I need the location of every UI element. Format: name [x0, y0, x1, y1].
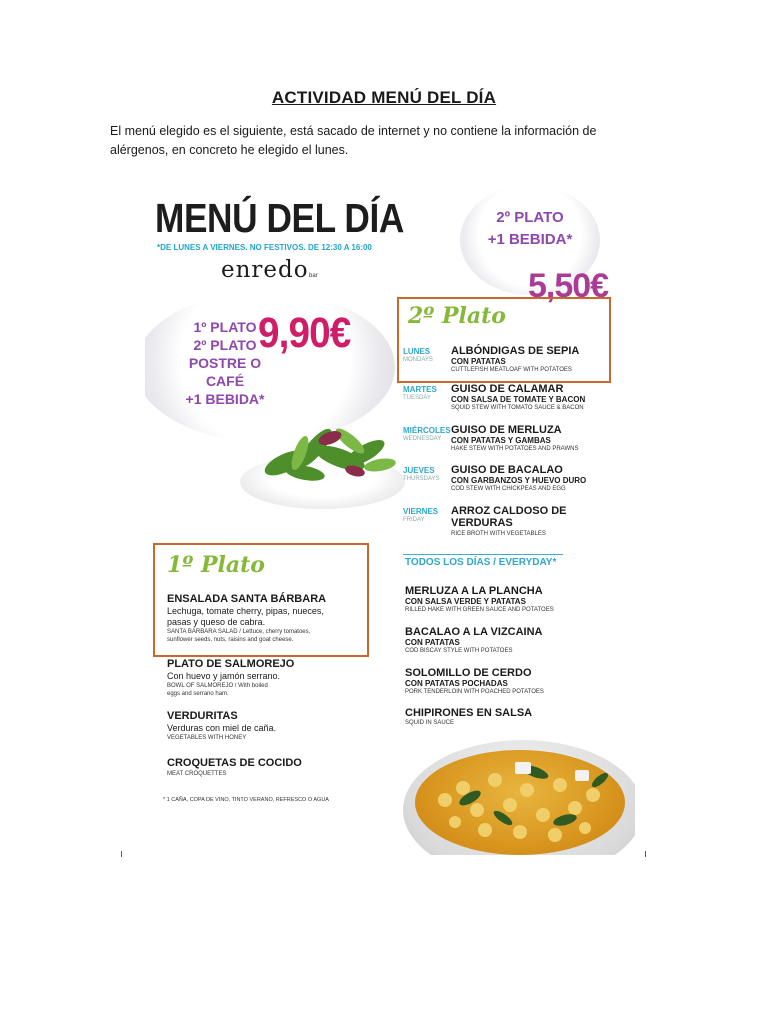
- item-en: SQUID IN SAUCE: [405, 720, 455, 726]
- item-name: ENSALADA SANTA BÁRBARA: [167, 593, 327, 605]
- item-name: MERLUZA A LA PLANCHA: [405, 585, 543, 597]
- document-title: ACTIVIDAD MENÚ DEL DÍA: [271, 88, 497, 107]
- dish-name: ALBÓNDIGAS DE SEPIA: [451, 345, 580, 357]
- dish-sub: CON GARBANZOS Y HUEVO DURO: [451, 476, 587, 485]
- deal-short-line-1: 2º PLATO: [496, 209, 564, 226]
- dish-name: GUISO DE MERLUZA: [451, 424, 562, 436]
- everyday-header: TODOS LOS DÍAS / EVERYDAY*: [405, 557, 557, 568]
- deal-full-line-2: 2º PLATO: [193, 337, 257, 353]
- dish-name: GUISO DE CALAMAR: [451, 383, 564, 395]
- brand-suffix: bar: [309, 273, 318, 279]
- dish-en: CUTTLEFISH MEATLOAF WITH POTATOES: [451, 367, 572, 373]
- dish-en: HAKE STEW WITH POTATOES AND PRAWNS: [451, 446, 579, 452]
- first-course-item: [167, 757, 382, 778]
- salad-illustration: [245, 403, 405, 503]
- intro-line-1: El menú elegido es el siguiente, está sacado de internet y no contiene la información de: [110, 124, 597, 138]
- item-en-1: BOWL OF SALMOREJO / With boiled: [167, 683, 268, 689]
- day-es: JUEVES: [403, 466, 435, 475]
- deal-short-lines: [475, 207, 585, 251]
- everyday-item: [405, 626, 625, 655]
- day-label-tuesday: [403, 385, 458, 401]
- deal-short-line-2: +1 BEBIDA*: [487, 231, 573, 248]
- dish-en: RICE BROTH WITH VEGETABLES: [451, 531, 546, 537]
- crop-mark-right: [645, 851, 646, 857]
- chickpea-stew-illustration: [415, 750, 625, 855]
- day-es: MIÉRCOLES: [403, 426, 451, 435]
- item-en-1: VEGETABLES WITH HONEY: [167, 735, 247, 741]
- everyday-item: [405, 585, 625, 614]
- day-label-monday: [403, 347, 458, 363]
- dish-tuesday: [451, 383, 631, 412]
- item-sub: CON PATATAS POCHADAS: [405, 679, 508, 688]
- day-es: MARTES: [403, 385, 437, 394]
- day-en: MONDAYS: [403, 357, 433, 363]
- item-name: CHIPIRONES EN SALSA: [405, 707, 533, 719]
- dish-sub: CON PATATAS: [451, 357, 506, 366]
- dish-sub: VERDURAS: [451, 517, 513, 529]
- everyday-item: [405, 667, 625, 696]
- day-es: VIERNES: [403, 507, 439, 516]
- dish-sub: CON PATATAS Y GAMBAS: [451, 436, 551, 445]
- crop-mark-left: [121, 851, 122, 857]
- poster-hours: *DE LUNES A VIERNES. NO FESTIVOS. DE 12:30 A 16:00: [157, 243, 372, 252]
- price-full: 9,90€: [258, 309, 351, 357]
- item-es-1: Verduras con miel de caña.: [167, 723, 277, 733]
- menu-poster-image: [145, 185, 635, 855]
- item-name: SOLOMILLO DE CERDO: [405, 667, 532, 679]
- item-sub: CON PATATAS: [405, 638, 460, 647]
- day-en: FRIDAY: [403, 517, 425, 523]
- day-es: LUNES: [403, 347, 431, 356]
- everyday-divider: [403, 554, 563, 555]
- dish-en: COD STEW WITH CHICKPEAS AND EGG: [451, 486, 566, 492]
- item-en-1: MEAT CROQUETTES: [167, 771, 227, 777]
- item-name: CROQUETAS DE COCIDO: [167, 757, 302, 769]
- item-name: VERDURITAS: [167, 710, 238, 722]
- poster-title: MENÚ DEL DÍA: [155, 195, 404, 241]
- dish-monday: [451, 345, 631, 374]
- deal-full-line-1: 1º PLATO: [193, 319, 257, 335]
- item-en-1: SANTA BÁRBARA SALAD / Lettuce, cherry tomatoes,: [167, 629, 311, 635]
- first-course-item: [167, 658, 382, 698]
- first-course-item: [167, 710, 382, 742]
- item-name: PLATO DE SALMOREJO: [167, 658, 295, 670]
- item-en: PORK TENDERLOIN WITH POACHED POTATOES: [405, 689, 544, 695]
- item-en: RILLED HAKE WITH GREEN SAUCE AND POTATOES: [405, 607, 554, 613]
- day-en: THURSDAYS: [403, 476, 440, 482]
- item-es-1: Lechuga, tomate cherry, pipas, nueces,: [167, 606, 324, 616]
- dish-thursday: [451, 464, 631, 493]
- deal-full-line-4: +1 BEBIDA*: [185, 391, 265, 407]
- day-label-friday: [403, 507, 458, 523]
- item-en-2: sunflower seeds, nuts, raisins and goat cheese.: [167, 637, 294, 643]
- deal-full-line-3: POSTRE O CAFÉ: [188, 355, 262, 389]
- dish-sub: CON SALSA DE TOMATE Y BACON: [451, 395, 586, 404]
- day-en: WEDNESDAY: [403, 436, 442, 442]
- second-course-header: 2º Plato: [408, 303, 506, 329]
- item-sub: CON SALSA VERDE Y PATATAS: [405, 597, 526, 606]
- first-course-header: 1º Plato: [167, 552, 265, 578]
- price-short: 5,50€: [528, 267, 609, 305]
- first-course-item: [167, 593, 382, 644]
- drink-footnote: * 1 CAÑA, COPA DE VINO, TINTO VERANO, REFRESCO O AGUA: [163, 797, 329, 803]
- item-es-2: pasas y queso de cabra.: [167, 617, 266, 627]
- day-label-wednesday: [403, 426, 458, 442]
- item-en: COD BISCAY STYLE WITH POTATOES: [405, 648, 513, 654]
- dish-wednesday: [451, 424, 631, 453]
- item-name: BACALAO A LA VIZCAINA: [405, 626, 543, 638]
- item-es-1: Con huevo y jamón serrano.: [167, 671, 281, 681]
- dish-name: GUISO DE BACALAO: [451, 464, 563, 476]
- day-label-thursday: [403, 466, 458, 482]
- dish-friday: [451, 505, 631, 538]
- dish-name: ARROZ CALDOSO DE: [451, 505, 567, 517]
- day-en: TUESDAY: [403, 395, 431, 401]
- item-en-2: eggs and serrano ham.: [167, 691, 229, 697]
- brand-name: enredo: [221, 257, 309, 283]
- everyday-item: [405, 707, 625, 727]
- dish-en: SQUID STEW WITH TOMATO SAUCE & BACON: [451, 405, 584, 411]
- intro-paragraph: [110, 122, 630, 160]
- brand-logo: [221, 257, 309, 283]
- intro-line-2: alérgenos, en concreto he elegido el lunes.: [110, 143, 349, 157]
